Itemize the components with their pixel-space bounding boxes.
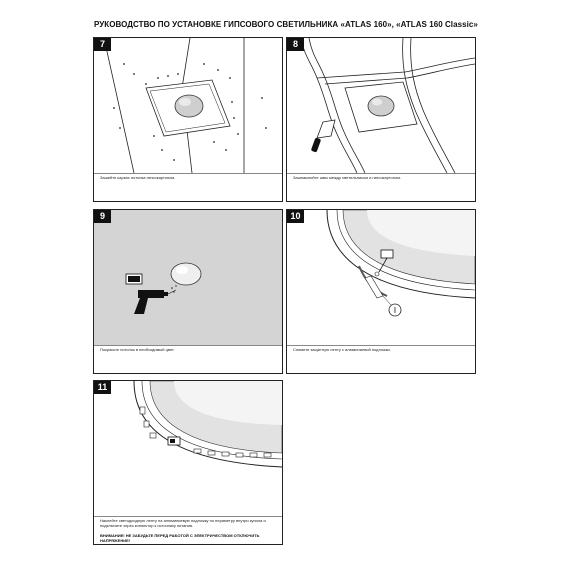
divider <box>287 173 475 174</box>
warning-text: ВНИМАНИЕ! НЕ ЗАБУДЬТЕ ПЕРЕД РАБОТОЙ С ЭЛЕКТРИЧЕСТВОМ ОТКЛЮЧИТЬ НАПРЯЖЕНИЕ! <box>100 533 260 543</box>
step-10-panel <box>286 209 476 374</box>
step-7-panel <box>93 37 283 202</box>
step-number: 8 <box>287 38 304 51</box>
divider <box>287 345 475 346</box>
step-number: 10 <box>287 210 304 223</box>
step-9-illustration <box>94 210 282 345</box>
step-11-caption: Наклейте светодиодную ленту на алюминиевую подложку по периметру внутри купола и подключите через коннектор к источнику питания. <box>100 518 266 528</box>
divider <box>94 345 282 346</box>
step-9-caption: Покрасьте потолок в необходимый цвет. <box>100 347 175 352</box>
step-7-illustration <box>94 38 282 173</box>
step-8-illustration <box>287 38 475 173</box>
step-11-panel <box>93 380 283 545</box>
divider <box>94 173 282 174</box>
step-10-illustration <box>287 210 475 345</box>
step-number: 11 <box>94 381 111 394</box>
step-7-caption: Зашейте каркас потолка гипсокартоном. <box>100 175 176 180</box>
step-number: 7 <box>94 38 111 51</box>
step-number: 9 <box>94 210 111 223</box>
led-connector-icon <box>168 437 180 445</box>
spatula-icon <box>311 120 335 153</box>
divider <box>94 516 282 517</box>
step-8-caption: Зашпаклюйте швы между светильником и гипсокартоном. <box>293 175 402 180</box>
step-8-panel <box>286 37 476 202</box>
step-10-caption: Снимите защитную ленту с алюминиевой подложки. <box>293 347 391 352</box>
step-9-panel <box>93 209 283 374</box>
step-11-illustration <box>94 381 282 516</box>
page-title: РУКОВОДСТВО ПО УСТАНОВКЕ ГИПСОВОГО СВЕТИЛЬНИКА «ATLAS 160», «ATLAS 160 Classic» <box>94 20 478 29</box>
